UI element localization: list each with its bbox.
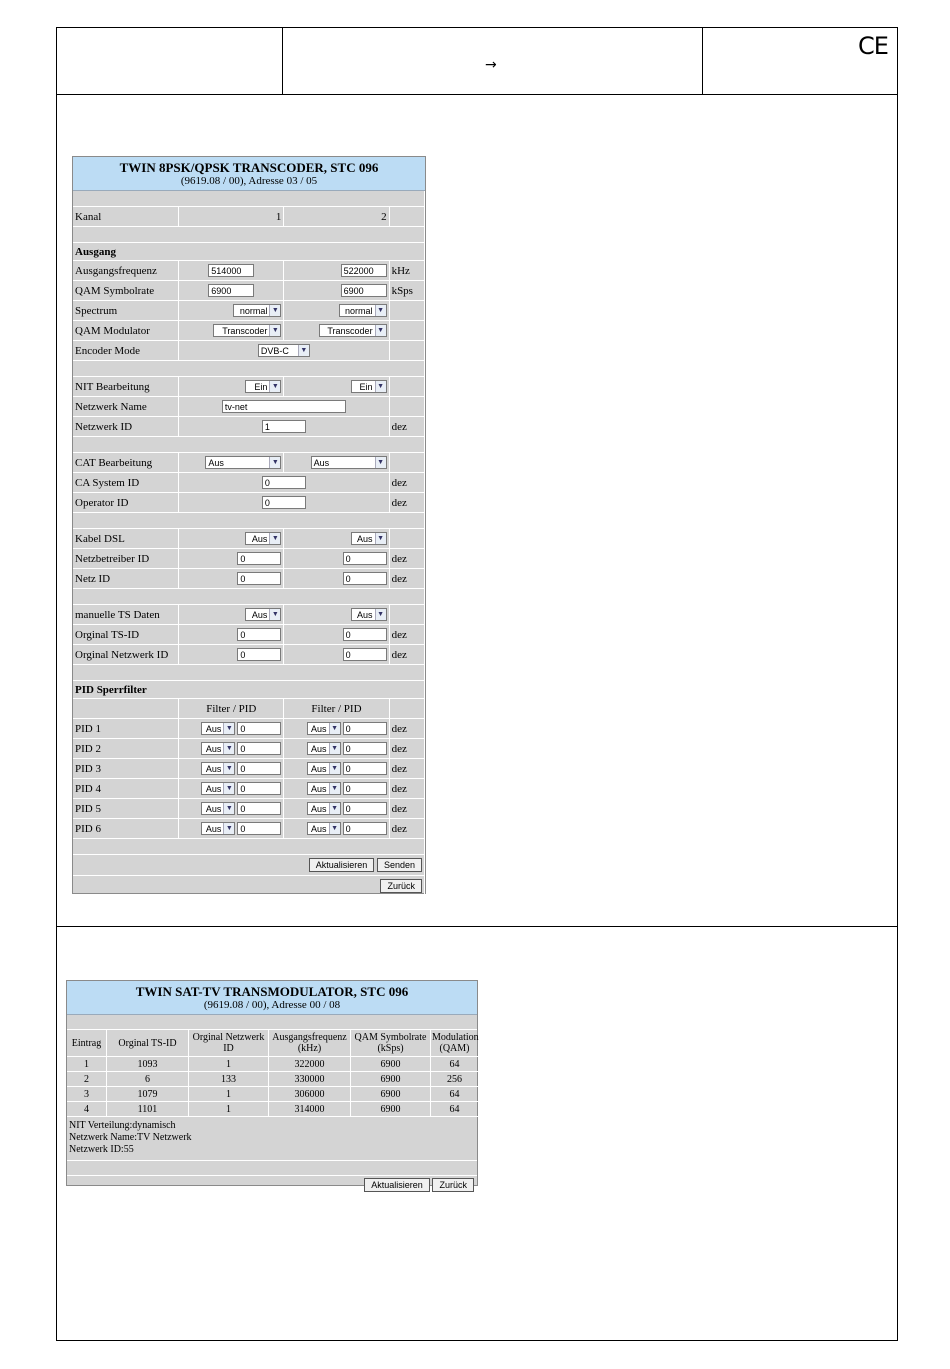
chevron-down-icon: ▼ (269, 457, 280, 468)
kanal-1: 1 (179, 207, 284, 227)
pid-label: PID 1 (73, 719, 179, 739)
qam-modulator-select-2[interactable]: Transcoder ▼ (319, 324, 387, 337)
netzwerk-name-info: Netzwerk Name:TV Netzwerk (69, 1132, 192, 1143)
ca-system-id-label: CA System ID (73, 473, 179, 493)
table-cell: 133 (189, 1072, 269, 1087)
aktualisieren-button[interactable]: Aktualisieren (309, 858, 375, 872)
netz-id-input-1[interactable]: 0 (237, 572, 281, 585)
cat-bearbeitung-select-1[interactable]: Aus ▼ (205, 456, 281, 469)
transcoder-header (73, 157, 425, 191)
netz-id-input-2[interactable]: 0 (343, 572, 387, 585)
table-cell: 6 (107, 1072, 189, 1087)
chevron-down-icon: ▼ (375, 381, 386, 392)
table-cell: 1101 (107, 1102, 189, 1117)
chevron-down-icon: ▼ (223, 723, 234, 734)
table-cell: 6900 (351, 1087, 431, 1102)
pid-value-input-2[interactable]: 0 (343, 782, 387, 795)
chevron-down-icon: ▼ (329, 783, 340, 794)
pid-row (73, 719, 425, 739)
ce-mark: CE (858, 32, 888, 60)
pid-filter-select-2[interactable]: Aus ▼ (307, 722, 341, 735)
header-col-divider-2 (702, 27, 703, 94)
chevron-down-icon: ▼ (269, 381, 280, 392)
pid-table (73, 719, 425, 839)
orginal-netzwerk-id-input-1[interactable]: 0 (237, 648, 281, 661)
table-cell: 1 (189, 1057, 269, 1072)
table-row (67, 1102, 479, 1117)
ausgangsfrequenz-input-1[interactable]: 514000 (208, 264, 254, 277)
netz-id-unit: dez (390, 569, 425, 589)
table-cell: 6900 (351, 1057, 431, 1072)
pid-filter-select-1[interactable]: Aus ▼ (201, 802, 235, 815)
table-cell: 64 (431, 1102, 479, 1117)
qam-symbolrate-input-1[interactable]: 6900 (208, 284, 254, 297)
table-row (67, 1087, 479, 1102)
pid-label: PID 5 (73, 799, 179, 819)
netzbetreiber-id-input-2[interactable]: 0 (343, 552, 387, 565)
encoder-mode-select[interactable]: DVB-C ▼ (258, 344, 310, 357)
pid-label: PID 2 (73, 739, 179, 759)
table-row (67, 1057, 479, 1072)
chevron-down-icon: ▼ (375, 609, 386, 620)
chevron-down-icon: ▼ (298, 345, 309, 356)
transmodulator-header (67, 981, 477, 1015)
orginal-netzwerk-id-input-2[interactable]: 0 (343, 648, 387, 661)
netzwerk-name-label: Netzwerk Name (73, 397, 179, 417)
pid-unit: dez (390, 779, 425, 799)
operator-id-row (73, 493, 425, 513)
table-cell: 1 (189, 1087, 269, 1102)
manuelle-ts-select-2[interactable]: Aus ▼ (351, 608, 387, 621)
orginal-ts-id-unit: dez (390, 625, 425, 645)
orginal-ts-id-input-2[interactable]: 0 (343, 628, 387, 641)
nit-info (67, 1117, 477, 1161)
transcoder-footer (73, 839, 425, 897)
chevron-down-icon: ▼ (223, 803, 234, 814)
qam-symbolrate-unit: kSps (390, 281, 425, 301)
table-cell: 1 (67, 1057, 107, 1072)
pid-value-input-1[interactable]: 0 (237, 722, 281, 735)
chevron-down-icon: ▼ (269, 305, 280, 316)
operator-id-input[interactable]: 0 (262, 496, 306, 509)
transcoder-title: TWIN 8PSK/QPSK TRANSCODER, STC 096 (119, 160, 379, 175)
chevron-down-icon: ▼ (269, 533, 280, 544)
column-header: Modulation (QAM) (431, 1030, 479, 1057)
nit-verteilung: NIT Verteilung:dynamisch (69, 1120, 176, 1131)
pid-filter-select-2[interactable]: Aus ▼ (307, 742, 341, 755)
table-cell: 3 (67, 1087, 107, 1102)
table-cell: 6900 (351, 1102, 431, 1117)
pid-row (73, 739, 425, 759)
transmodulator-panel (66, 980, 479, 1190)
chevron-down-icon: ▼ (329, 743, 340, 754)
qam-symbolrate-label: QAM Symbolrate (73, 281, 179, 301)
qam-symbolrate-row (73, 281, 425, 301)
table-cell: 1 (189, 1102, 269, 1117)
table-cell: 314000 (269, 1102, 351, 1117)
nit-bearbeitung-select-1[interactable]: Ein ▼ (245, 380, 281, 393)
table-cell: 1079 (107, 1087, 189, 1102)
nit-bearbeitung-label: NIT Bearbeitung (73, 377, 179, 397)
orginal-netzwerk-id-unit: dez (390, 645, 425, 665)
manuelle-ts-row (73, 605, 425, 625)
qam-modulator-label: QAM Modulator (73, 321, 179, 341)
pid-unit: dez (390, 799, 425, 819)
kanal-row (73, 207, 425, 227)
kanal-label: Kanal (73, 207, 179, 227)
pid-unit: dez (390, 759, 425, 779)
pid-filter-select-1[interactable]: Aus ▼ (201, 762, 235, 775)
netzwerk-id-row (73, 417, 425, 437)
cat-bearbeitung-row (73, 453, 425, 473)
nit-bearbeitung-row (73, 377, 425, 397)
pid-unit: dez (390, 739, 425, 759)
chevron-down-icon: ▼ (223, 823, 234, 834)
pid-value-input-2[interactable]: 0 (343, 822, 387, 835)
cat-bearbeitung-label: CAT Bearbeitung (73, 453, 179, 473)
pid-value-input-1[interactable]: 0 (237, 762, 281, 775)
pid-row (73, 779, 425, 799)
netzwerk-id-unit: dez (390, 417, 425, 437)
nit-bearbeitung-select-2[interactable]: Ein ▼ (351, 380, 387, 393)
netzbetreiber-id-row (73, 549, 425, 569)
ausgangsfrequenz-unit: kHz (390, 261, 425, 281)
orginal-ts-id-input-1[interactable]: 0 (237, 628, 281, 641)
spectrum-label: Spectrum (73, 301, 179, 321)
section-ausgang: Ausgang (73, 243, 425, 261)
ca-system-id-row (73, 473, 425, 493)
chevron-down-icon: ▼ (375, 305, 386, 316)
pid-value-input-1[interactable]: 0 (237, 742, 281, 755)
pid-filter-select-1[interactable]: Aus ▼ (201, 722, 235, 735)
header-divider (56, 94, 898, 95)
zurueck-button[interactable]: Zurück (380, 879, 422, 893)
senden-button[interactable]: Senden (377, 858, 422, 872)
spectrum-select-2[interactable]: normal ▼ (339, 304, 387, 317)
chevron-down-icon: ▼ (329, 803, 340, 814)
qam-symbolrate-input-2[interactable]: 6900 (341, 284, 387, 297)
chevron-down-icon: ▼ (329, 763, 340, 774)
kabel-dsl-row (73, 529, 425, 549)
transmodulator-table (67, 1030, 479, 1117)
column-header: Eintrag (67, 1030, 107, 1057)
table-row (67, 1072, 479, 1087)
section-divider (56, 926, 898, 927)
netzwerk-id-info: Netzwerk ID:55 (69, 1144, 134, 1155)
netzbetreiber-id-unit: dez (390, 549, 425, 569)
netzwerk-id-input[interactable]: 1 (262, 420, 306, 433)
ca-system-id-unit: dez (390, 473, 425, 493)
cat-bearbeitung-select-2[interactable]: Aus ▼ (311, 456, 387, 469)
kabel-dsl-label: Kabel DSL (73, 529, 179, 549)
netzwerk-name-input[interactable]: tv-net (222, 400, 346, 413)
filter-header-2: Filter / PID (284, 699, 389, 719)
chevron-down-icon: ▼ (223, 743, 234, 754)
section-pid-sperrfilter: PID Sperrfilter (73, 681, 425, 699)
column-header: QAM Symbolrate (kSps) (351, 1030, 431, 1057)
table-cell: 306000 (269, 1087, 351, 1102)
pid-row (73, 759, 425, 779)
ca-system-id-input[interactable]: 0 (262, 476, 306, 489)
pid-label: PID 6 (73, 819, 179, 839)
pid-label: PID 3 (73, 759, 179, 779)
pid-label: PID 4 (73, 779, 179, 799)
table-cell: 1093 (107, 1057, 189, 1072)
pid-unit: dez (390, 819, 425, 839)
transcoder-panel (72, 156, 426, 894)
chevron-down-icon: ▼ (269, 325, 280, 336)
manuelle-ts-select-1[interactable]: Aus ▼ (245, 608, 281, 621)
pid-value-input-2[interactable]: 0 (343, 762, 387, 775)
orginal-netzwerk-id-label: Orginal Netzwerk ID (73, 645, 179, 665)
filter-header-1: Filter / PID (179, 699, 284, 719)
kabel-dsl-select-2[interactable]: Aus ▼ (351, 532, 387, 545)
netzwerk-id-label: Netzwerk ID (73, 417, 179, 437)
operator-id-label: Operator ID (73, 493, 179, 513)
chevron-down-icon: ▼ (223, 783, 234, 794)
pid-row (73, 819, 425, 839)
pid-value-input-1[interactable]: 0 (237, 822, 281, 835)
kanal-2: 2 (284, 207, 389, 227)
pid-filter-select-1[interactable]: Aus ▼ (201, 742, 235, 755)
pid-value-input-1[interactable]: 0 (237, 782, 281, 795)
chevron-down-icon: ▼ (375, 533, 386, 544)
table-cell: 330000 (269, 1072, 351, 1087)
arrow-icon: → (485, 57, 497, 73)
qam-modulator-select-1[interactable]: Transcoder ▼ (213, 324, 281, 337)
pid-value-input-1[interactable]: 0 (237, 802, 281, 815)
chevron-down-icon: ▼ (223, 763, 234, 774)
transmodulator-title: TWIN SAT-TV TRANSMODULATOR, STC 096 (135, 984, 409, 999)
chevron-down-icon: ▼ (375, 325, 386, 336)
encoder-mode-label: Encoder Mode (73, 341, 179, 361)
column-header: Ausgangsfrequenz (kHz) (269, 1030, 351, 1057)
qam-modulator-row (73, 321, 425, 341)
column-header: Orginal Netzwerk ID (189, 1030, 269, 1057)
pid-value-input-2[interactable]: 0 (343, 802, 387, 815)
pid-filter-select-1[interactable]: Aus ▼ (201, 822, 235, 835)
kabel-dsl-select-1[interactable]: Aus ▼ (245, 532, 281, 545)
transcoder-subtitle: (9619.08 / 00), Adresse 03 / 05 (180, 175, 318, 187)
ausgangsfrequenz-input-2[interactable]: 522000 (341, 264, 387, 277)
pid-filter-select-1[interactable]: Aus ▼ (201, 782, 235, 795)
table-cell: 256 (431, 1072, 479, 1087)
pid-filter-select-2[interactable]: Aus ▼ (307, 782, 341, 795)
netz-id-row (73, 569, 425, 589)
pid-value-input-2[interactable]: 0 (343, 722, 387, 735)
netz-id-label: Netz ID (73, 569, 179, 589)
pid-unit: dez (390, 719, 425, 739)
table-cell: 4 (67, 1102, 107, 1117)
pid-value-input-2[interactable]: 0 (343, 742, 387, 755)
netzbetreiber-id-input-1[interactable]: 0 (237, 552, 281, 565)
filter-header-row (73, 699, 425, 719)
spectrum-row (73, 301, 425, 321)
header-col-divider-1 (282, 27, 283, 94)
table-cell: 2 (67, 1072, 107, 1087)
table-cell: 6900 (351, 1072, 431, 1087)
pid-row (73, 799, 425, 819)
ausgangsfrequenz-label: Ausgangsfrequenz (73, 261, 179, 281)
tm-aktualisieren-button[interactable]: Aktualisieren (364, 1178, 430, 1192)
pid-filter-select-2[interactable]: Aus ▼ (307, 822, 341, 835)
pid-filter-select-2[interactable]: Aus ▼ (307, 762, 341, 775)
orginal-ts-id-label: Orginal TS-ID (73, 625, 179, 645)
encoder-mode-row (73, 341, 425, 361)
netzwerk-name-row (73, 397, 425, 417)
pid-filter-select-2[interactable]: Aus ▼ (307, 802, 341, 815)
operator-id-unit: dez (390, 493, 425, 513)
table-cell: 322000 (269, 1057, 351, 1072)
netzbetreiber-id-label: Netzbetreiber ID (73, 549, 179, 569)
orginal-netzwerk-id-row (73, 645, 425, 665)
chevron-down-icon: ▼ (329, 723, 340, 734)
orginal-ts-id-row (73, 625, 425, 645)
chevron-down-icon: ▼ (329, 823, 340, 834)
ausgangsfrequenz-row (73, 261, 425, 281)
spectrum-select-1[interactable]: normal ▼ (233, 304, 281, 317)
manuelle-ts-label: manuelle TS Daten (73, 605, 179, 625)
column-header: Orginal TS-ID (107, 1030, 189, 1057)
tm-zurueck-button[interactable]: Zurück (432, 1178, 474, 1192)
table-cell: 64 (431, 1057, 479, 1072)
table-cell: 64 (431, 1087, 479, 1102)
transmodulator-subtitle: (9619.08 / 00), Adresse 00 / 08 (203, 999, 341, 1011)
chevron-down-icon: ▼ (375, 457, 386, 468)
transcoder-table (73, 191, 425, 719)
chevron-down-icon: ▼ (269, 609, 280, 620)
